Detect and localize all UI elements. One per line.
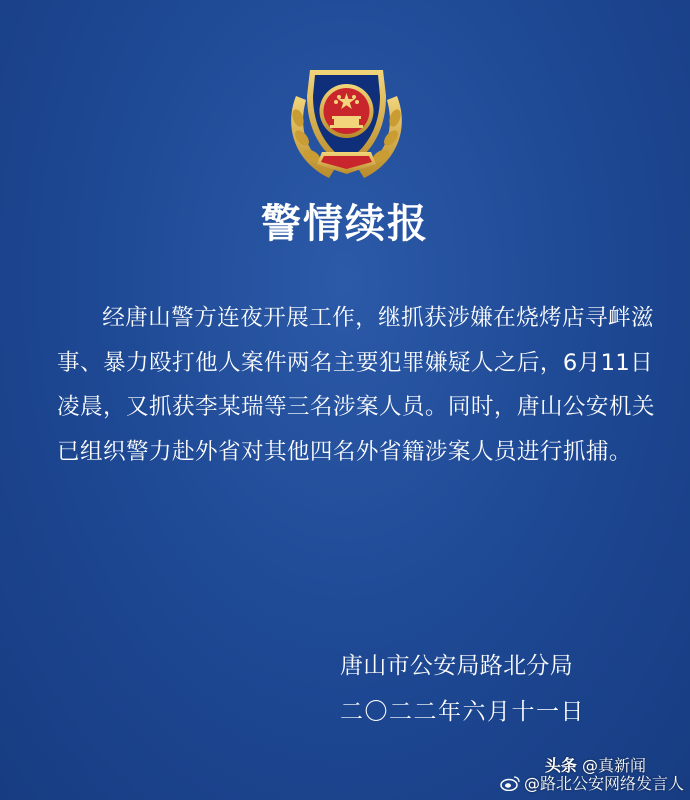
toutiao-brand: 头条 xyxy=(544,756,577,775)
signature-organization: 唐山市公安局路北分局 xyxy=(340,653,573,679)
weibo-logo-icon xyxy=(500,775,520,791)
weibo-account: @路北公安网络发言人 xyxy=(523,774,684,793)
notice-title: 警情续报 xyxy=(261,201,429,247)
toutiao-account: @真新闻 xyxy=(581,756,646,775)
weibo-watermark xyxy=(500,771,684,794)
signature-date: 二〇二二年六月十一日 xyxy=(340,699,585,725)
notice-body: 经唐山警方连夜开展工作，继抓获涉嫌在烧烤店寻衅滋事、暴力殴打他人案件两名主要犯罪嫌疑人之后，6月11日凌晨，又抓获李某瑞等三名涉案人员。同时，唐山公安机关已组织警力赴外省对其他四名外省籍涉案人员进行抓捕。 xyxy=(57,305,655,465)
police-emblem xyxy=(284,56,409,184)
